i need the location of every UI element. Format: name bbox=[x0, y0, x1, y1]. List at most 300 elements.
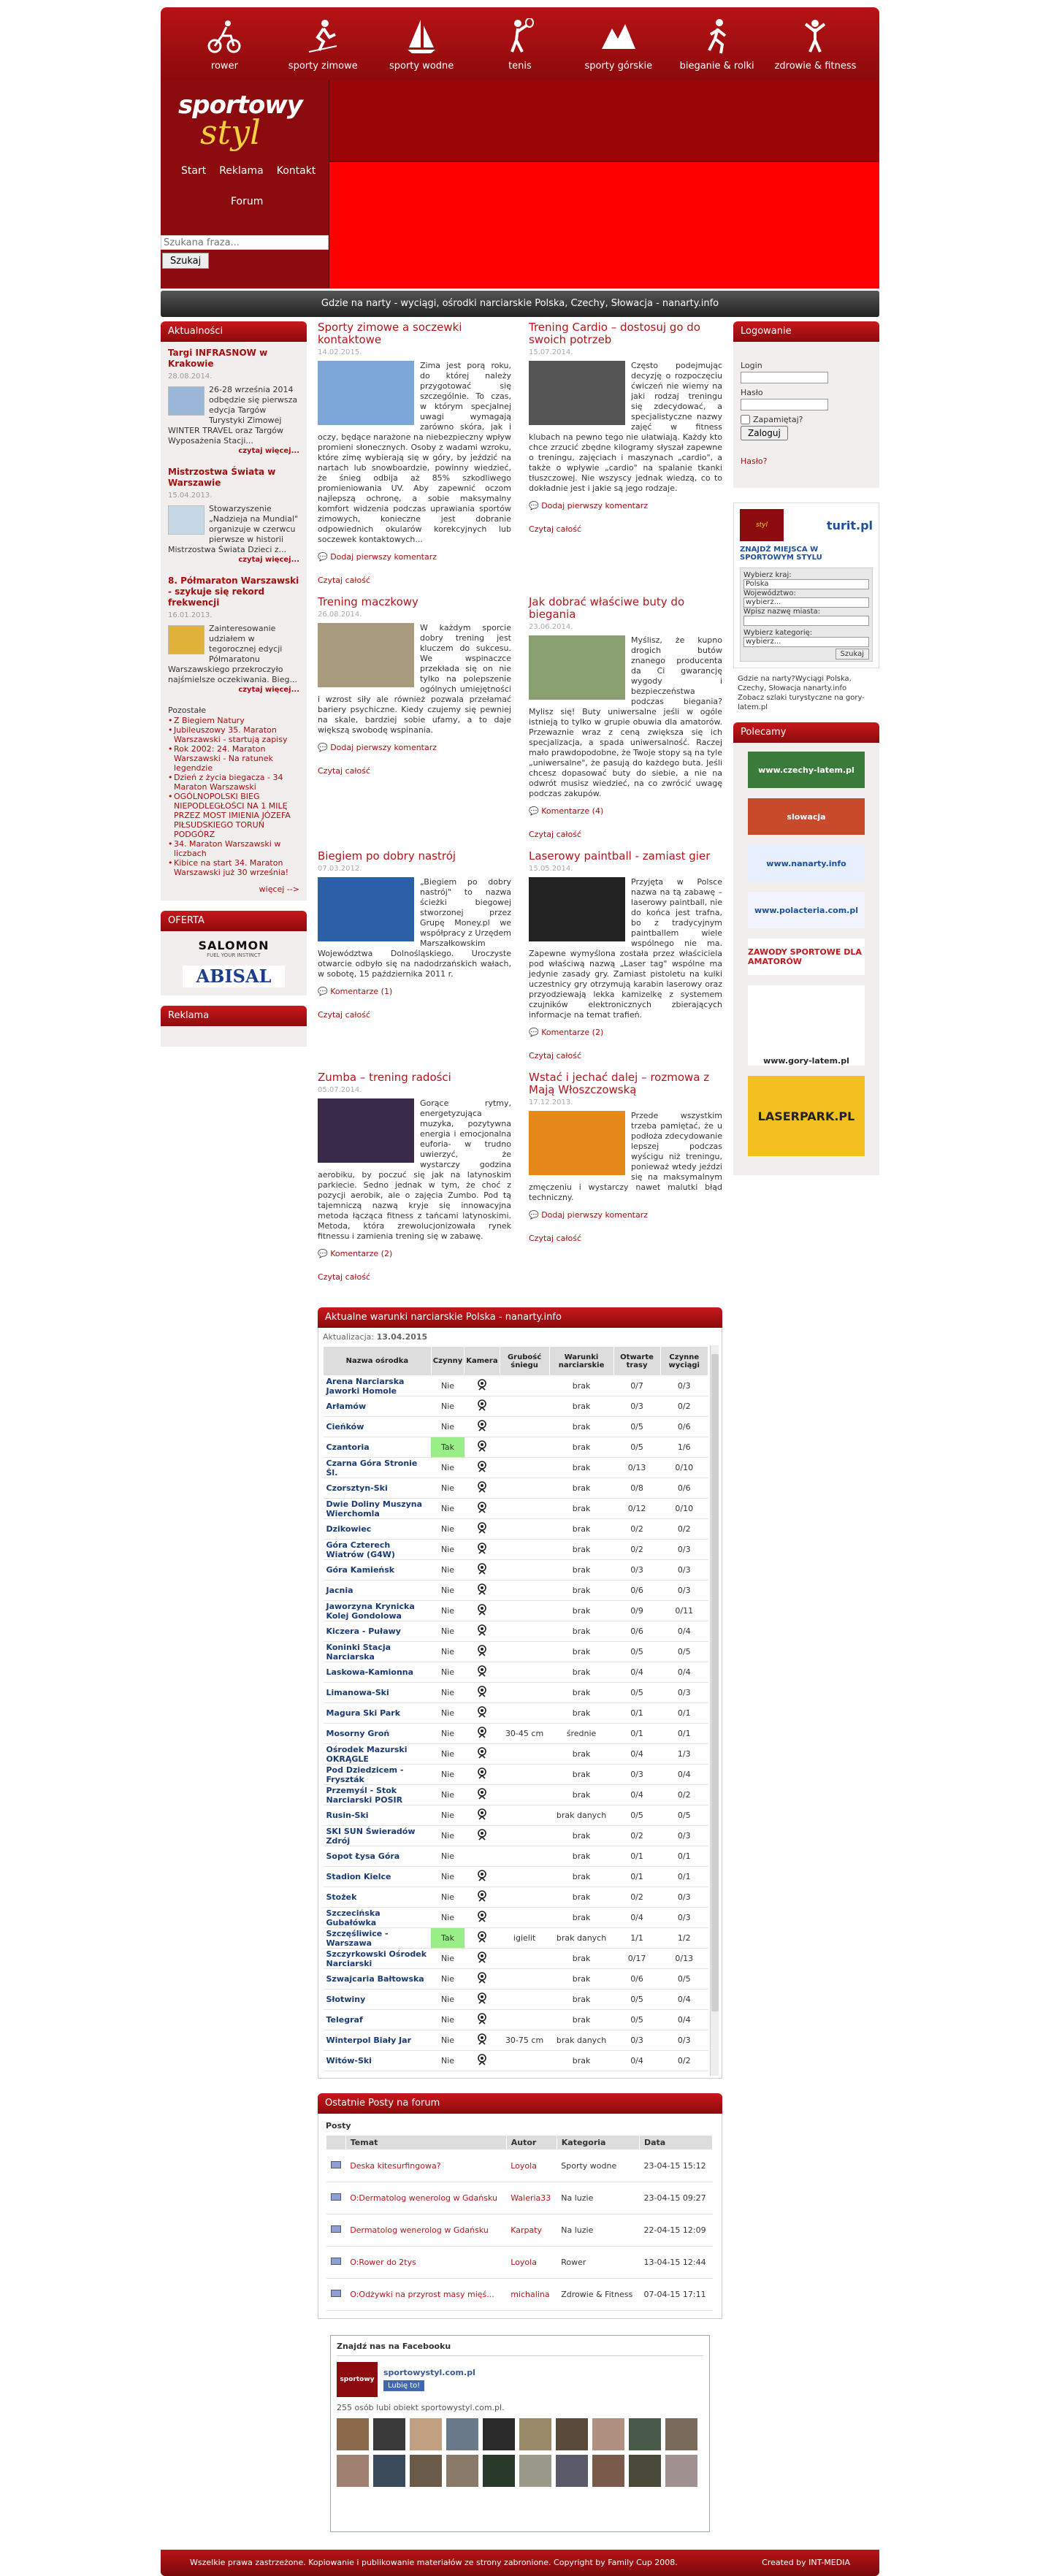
resort-name[interactable]: Witów-Ski bbox=[324, 2051, 432, 2071]
ski-cell bbox=[500, 1990, 549, 2010]
forum-post-topic[interactable]: Dermatolog wenerolog w Gdańsku bbox=[345, 2214, 506, 2247]
nav-item-3[interactable] bbox=[476, 17, 564, 72]
camera-cell[interactable] bbox=[464, 2030, 500, 2051]
resort-name[interactable]: Arena Narciarska Jaworki Homole bbox=[324, 1376, 432, 1396]
promo-search-button[interactable]: Szukaj bbox=[836, 649, 869, 660]
facebook-like-button[interactable]: Lubię to! bbox=[383, 2380, 424, 2391]
camera-cell[interactable] bbox=[464, 1642, 500, 1662]
resort-name[interactable]: Winterpol Biały Jar bbox=[324, 2030, 432, 2051]
article-image[interactable] bbox=[529, 1111, 625, 1175]
forum-posts-label: Posty bbox=[326, 2121, 351, 2130]
ski-table-scrollbar[interactable] bbox=[710, 1345, 719, 2076]
article bbox=[529, 321, 722, 586]
ski-cell: Nie bbox=[431, 1621, 464, 1642]
fan-avatar[interactable] bbox=[446, 2418, 478, 2450]
article-text: Często podejmując decyzję o rozpoczęciu ćwiczeń nie wiemy na jaki rodzaj treningu się zdecydować, a specjalistyczne nazwy zajęć w fitness klubach na pewno tego nie ułatwiają. Każdy kto chce zrzucić zbędne kilogramy słyszał zapewne o treningu, zajęciach i maszynach „cardio", a także o wpływie „cardio" na spalanie tkanki tłuszczowej. Nie wszyscy jednak wiedzą, co to dokładnie jest i jakie są jego rodzaje. bbox=[529, 361, 722, 493]
news-item-title[interactable]: 8. Półmaraton Warszawski - szykuje się rekord frekwencji bbox=[168, 576, 299, 608]
search-button[interactable]: Szukaj bbox=[162, 253, 209, 269]
article-comments-link[interactable]: 💬 Komentarze (2) bbox=[318, 1249, 511, 1259]
resort-name[interactable]: Ośrodek Mazurski OKRĄGLE bbox=[324, 1744, 432, 1765]
article-image[interactable] bbox=[318, 877, 414, 941]
facebook-page-name[interactable]: sportowystyl.com.pl bbox=[383, 2368, 475, 2377]
ski-cell: 0/10 bbox=[660, 1499, 708, 1519]
ski-cell: 0/4 bbox=[613, 2051, 660, 2071]
ski-cell: brak bbox=[549, 1642, 613, 1662]
ski-table-row bbox=[324, 1621, 708, 1642]
recommended-banner[interactable]: slowacja bbox=[748, 798, 865, 835]
ski-cell: 0/13 bbox=[660, 1949, 708, 1969]
menu-reklama[interactable]: Reklama bbox=[219, 165, 264, 177]
fan-avatar[interactable] bbox=[556, 2418, 588, 2450]
ski-cell: 0/6 bbox=[613, 1969, 660, 1990]
forum-post-topic[interactable]: O:Rower do 2tys bbox=[345, 2247, 506, 2279]
article-read-more[interactable]: Czytaj całość bbox=[529, 524, 581, 534]
nav-item-6[interactable] bbox=[771, 17, 859, 72]
article-read-more[interactable]: Czytaj całość bbox=[318, 576, 370, 585]
resort-name[interactable]: Cieńków bbox=[324, 1417, 432, 1437]
article-title[interactable]: Laserowy paintball - zamiast gier bbox=[529, 849, 711, 863]
article-image[interactable] bbox=[318, 623, 414, 687]
resort-name[interactable]: SKI SUN Świeradów Zdrój bbox=[324, 1826, 432, 1846]
turit-logo[interactable]: turit.pl bbox=[826, 518, 873, 532]
ski-cell: Nie bbox=[431, 1458, 464, 1478]
login-input[interactable] bbox=[741, 372, 828, 383]
camera-cell[interactable] bbox=[464, 1621, 500, 1642]
forum-post-author[interactable]: michalina bbox=[506, 2279, 557, 2311]
forum-post-row bbox=[326, 2150, 713, 2182]
resort-name[interactable]: Dwie Doliny Muszyna Wierchomla bbox=[324, 1499, 432, 1519]
ski-table-row bbox=[324, 1642, 708, 1662]
ski-cell: brak bbox=[549, 2010, 613, 2030]
news-more-link[interactable]: czytaj więcej... bbox=[238, 447, 299, 455]
search-input[interactable] bbox=[161, 235, 329, 250]
resort-name[interactable]: Czorsztyn-Ski bbox=[324, 1478, 432, 1499]
fan-avatar[interactable] bbox=[410, 2455, 442, 2487]
login-button[interactable]: Zaloguj bbox=[741, 426, 788, 440]
ski-cell: Nie bbox=[431, 1969, 464, 1990]
tennis-player-icon bbox=[502, 17, 538, 56]
fan-avatar[interactable] bbox=[337, 2455, 369, 2487]
camera-cell[interactable] bbox=[464, 1908, 500, 1928]
ski-cell bbox=[500, 1458, 549, 1478]
camera-cell[interactable] bbox=[464, 1519, 500, 1540]
resort-name[interactable]: Pod Dziedzicem - Fryszták bbox=[324, 1765, 432, 1785]
fan-avatar[interactable] bbox=[592, 2418, 624, 2450]
forum-post-topic[interactable]: Deska kitesurfingowa? bbox=[345, 2150, 506, 2182]
resort-name[interactable]: Słotwiny bbox=[324, 1990, 432, 2010]
camera-cell[interactable] bbox=[464, 1703, 500, 1724]
ski-cell: brak bbox=[549, 1969, 613, 1990]
ski-table-header: Warunki narciarskie bbox=[549, 1347, 613, 1376]
camera-cell[interactable] bbox=[464, 1396, 500, 1417]
fan-avatar[interactable] bbox=[629, 2455, 661, 2487]
article bbox=[318, 1071, 511, 1283]
ski-cell: Nie bbox=[431, 1867, 464, 1887]
fan-avatar[interactable] bbox=[556, 2455, 588, 2487]
forum-post-topic[interactable]: O:Odżywki na przyrost masy mięś... bbox=[345, 2279, 506, 2311]
camera-cell[interactable] bbox=[464, 1437, 500, 1458]
article-comments-link[interactable]: 💬 Komentarze (2) bbox=[529, 1028, 722, 1038]
recommended-banner[interactable]: www.nanarty.info bbox=[748, 845, 865, 882]
camera-cell[interactable] bbox=[464, 1417, 500, 1437]
news-item-date: 28.08.2014. bbox=[168, 372, 213, 381]
fan-avatar[interactable] bbox=[629, 2418, 661, 2450]
forum-post-icon-cell bbox=[326, 2214, 346, 2247]
ski-cell: brak danych bbox=[549, 1805, 613, 1826]
news-thumbnail[interactable] bbox=[168, 505, 204, 535]
other-news-link[interactable]: • OGÓLNOPOLSKI BIEG NIEPODLEGŁOŚCI NA 1 MILĘ PRZEZ MOST IMIENIA JÓZEFA PIŁSUDSKIEGO TORUŃ PODGÓRZ bbox=[168, 792, 299, 839]
forum-post-author[interactable]: Karpaty bbox=[506, 2214, 557, 2247]
fan-avatar[interactable] bbox=[592, 2455, 624, 2487]
resort-name[interactable]: Przemyśl - Stok Narciarski POSIR bbox=[324, 1785, 432, 1805]
news-thumbnail[interactable] bbox=[168, 386, 204, 416]
resort-name[interactable]: Dzikowiec bbox=[324, 1519, 432, 1540]
article-comments-link[interactable]: 💬 Komentarze (4) bbox=[529, 806, 722, 817]
recommended-banner[interactable]: www.gory-latem.pl bbox=[748, 985, 865, 1066]
resort-name[interactable]: Telegraf bbox=[324, 2010, 432, 2030]
camera-cell[interactable] bbox=[464, 1785, 500, 1805]
ski-cell bbox=[500, 1642, 549, 1662]
ski-cell: 1/6 bbox=[660, 1437, 708, 1458]
camera-cell[interactable] bbox=[464, 1969, 500, 1990]
promo-logo[interactable]: styl bbox=[740, 509, 784, 541]
ski-cell: Nie bbox=[431, 1949, 464, 1969]
ski-cell: brak bbox=[549, 1376, 613, 1396]
camera-cell[interactable] bbox=[464, 1867, 500, 1887]
ski-table-header: Czynne wyciągi bbox=[660, 1347, 708, 1376]
camera-cell[interactable] bbox=[464, 1478, 500, 1499]
forum-post-category: Zdrowie & Fitness bbox=[557, 2279, 639, 2311]
camera-cell[interactable] bbox=[464, 1724, 500, 1744]
news-item-text: 26-28 września 2014 odbędzie się pierwsza edycja Targów Turystyki Zimowej WINTER TRAVEL oraz Targów Wyposażenia Stacji... bbox=[168, 385, 298, 446]
camera-icon bbox=[477, 1379, 487, 1391]
country-select[interactable]: Polska bbox=[743, 579, 869, 589]
ski-cell: Nie bbox=[431, 1826, 464, 1846]
article-read-more[interactable]: Czytaj całość bbox=[529, 1051, 581, 1060]
resort-name[interactable]: Arłamów bbox=[324, 1396, 432, 1417]
ski-cell bbox=[500, 1765, 549, 1785]
article-title[interactable]: Trening maczkowy bbox=[318, 595, 418, 608]
camera-cell[interactable] bbox=[464, 1662, 500, 1683]
ski-table-row bbox=[324, 1519, 708, 1540]
menu-kontakt[interactable]: Kontakt bbox=[276, 165, 316, 177]
ski-table-row bbox=[324, 1867, 708, 1887]
fan-avatar[interactable] bbox=[446, 2455, 478, 2487]
ski-cell: Nie bbox=[431, 1724, 464, 1744]
camera-cell[interactable] bbox=[464, 1581, 500, 1601]
footer-credits[interactable]: Created by INT-MEDIA bbox=[762, 2558, 850, 2567]
article-comments-link[interactable]: 💬 Dodaj pierwszy komentarz bbox=[529, 501, 722, 511]
ski-cell bbox=[500, 1949, 549, 1969]
info-bar[interactable]: Gdzie na narty - wyciągi, ośrodki narciarskie Polska, Czechy, Słowacja - nanarty.info bbox=[161, 291, 879, 317]
ski-cell: Nie bbox=[431, 1519, 464, 1540]
ski-cell: 0/1 bbox=[613, 1867, 660, 1887]
fan-avatar[interactable] bbox=[483, 2418, 515, 2450]
site-logo[interactable] bbox=[178, 91, 302, 161]
category-select[interactable]: wybierz... bbox=[743, 637, 869, 647]
article-image[interactable] bbox=[318, 1098, 414, 1163]
logo-text-top: sportowy bbox=[178, 91, 302, 120]
camera-cell[interactable] bbox=[464, 2051, 500, 2071]
camera-cell[interactable] bbox=[464, 1949, 500, 1969]
article-title[interactable]: Wstać i jechać dalej – rozmowa z Mają Włoszczowską bbox=[529, 1071, 710, 1096]
ski-cell: Nie bbox=[431, 1662, 464, 1683]
camera-cell[interactable] bbox=[464, 1683, 500, 1703]
resort-name[interactable]: Czantoria bbox=[324, 1437, 432, 1458]
article-read-more[interactable]: Czytaj całość bbox=[318, 1010, 370, 1020]
camera-icon bbox=[477, 1992, 487, 2004]
other-news-link[interactable]: • Z Biegiem Natury bbox=[168, 716, 299, 725]
camera-cell[interactable] bbox=[464, 1458, 500, 1478]
resort-name[interactable]: Limanowa-Ski bbox=[324, 1683, 432, 1703]
camera-cell[interactable] bbox=[464, 1499, 500, 1519]
city-input[interactable] bbox=[743, 616, 869, 626]
password-input[interactable] bbox=[741, 399, 828, 410]
article-title[interactable]: Trening Cardio – dostosuj go do swoich potrzeb bbox=[529, 321, 700, 346]
camera-cell[interactable] bbox=[464, 1928, 500, 1949]
ski-cell bbox=[500, 2010, 549, 2030]
camera-cell[interactable] bbox=[464, 1990, 500, 2010]
recommended-banner[interactable]: www.czechy-latem.pl bbox=[748, 752, 865, 788]
recommended-banner[interactable]: LASERPARK.PL bbox=[748, 1076, 865, 1156]
article-read-more[interactable]: Czytaj całość bbox=[318, 766, 370, 776]
news-item-title[interactable]: Mistrzostwa Świata w Warszawie bbox=[168, 467, 276, 488]
article-text: Gorące rytmy, energetyzująca muzyka, pozytywna energia i emocjonalna euforia- w trudno uwierzyć, że wystarczy godzina aerobiku, by poczuć się jak na latynoskim parkiecie. Sedno jednak w tym, że choć z pozycji aerobik, ale o zajęcia Zumbo. Pod tą tajemniczą nazwą kryje się innowacyjna metoda łącząca fitness z tańcami latynoskimi. Metoda, która zrewolucjonizowała rynek fitnessu i zamienia trening się w zabawę. bbox=[318, 1098, 511, 1241]
fan-avatar[interactable] bbox=[373, 2418, 405, 2450]
abisal-logo[interactable]: ABISAL bbox=[183, 966, 285, 987]
ski-table-row bbox=[324, 1969, 708, 1990]
ski-cell: 0/8 bbox=[613, 1478, 660, 1499]
ski-cell: brak bbox=[549, 1458, 613, 1478]
camera-icon bbox=[477, 1972, 487, 1984]
forum-post-author[interactable]: Waleria33 bbox=[506, 2182, 557, 2214]
nav-item-4[interactable] bbox=[575, 17, 662, 72]
article-comments-link[interactable]: 💬 Dodaj pierwszy komentarz bbox=[318, 743, 511, 753]
article bbox=[529, 1071, 722, 1283]
forum-post-icon-cell bbox=[326, 2247, 346, 2279]
ski-cell: brak danych bbox=[549, 2030, 613, 2051]
ski-table-header: Nazwa ośrodka bbox=[324, 1347, 432, 1376]
nav-item-2[interactable] bbox=[378, 17, 465, 72]
article-date: 23.06.2014. bbox=[529, 623, 573, 631]
article-title[interactable]: Jak dobrać właściwe buty do biegania bbox=[529, 595, 685, 621]
ski-table-header: Grubość śniegu bbox=[500, 1347, 549, 1376]
forum-post-author[interactable]: Loyola bbox=[506, 2150, 557, 2182]
nav-item-5[interactable] bbox=[673, 17, 761, 72]
resort-name[interactable]: Szczęśliwice - Warszawa bbox=[324, 1928, 432, 1949]
other-news-label: Pozostałe bbox=[168, 706, 207, 715]
camera-icon bbox=[477, 1502, 487, 1513]
envelope-icon bbox=[331, 2258, 341, 2265]
promo-heading: ZNAJDŹ MIEJSCA W SPORTOWYM STYLU bbox=[740, 546, 822, 562]
camera-cell[interactable] bbox=[464, 1744, 500, 1765]
ski-cell: 0/5 bbox=[660, 1805, 708, 1826]
ski-cell: brak bbox=[549, 1765, 613, 1785]
ski-cell: 1/3 bbox=[660, 1744, 708, 1765]
resort-name[interactable]: Góra Czterech Wiatrów (G4W) bbox=[324, 1540, 432, 1560]
fan-avatar[interactable] bbox=[410, 2418, 442, 2450]
ski-cell: 0/2 bbox=[660, 1785, 708, 1805]
ski-cell: Nie bbox=[431, 1805, 464, 1826]
other-news-link[interactable]: • Rok 2002: 24. Maraton Warszawski - Na ratunek legendzie bbox=[168, 744, 299, 773]
camera-cell[interactable] bbox=[464, 1540, 500, 1560]
ski-cell: brak bbox=[549, 1949, 613, 1969]
resort-name[interactable]: Sopot Łysa Góra bbox=[324, 1846, 432, 1867]
ski-cell: 0/3 bbox=[660, 1683, 708, 1703]
camera-icon bbox=[477, 1481, 487, 1493]
camera-cell[interactable] bbox=[464, 1826, 500, 1846]
password-label: Hasło bbox=[741, 388, 763, 397]
ski-cell: 0/2 bbox=[660, 1519, 708, 1540]
camera-icon bbox=[477, 1686, 487, 1697]
resort-name[interactable]: Szczyrkowski Ośrodek Narciarski bbox=[324, 1949, 432, 1969]
ski-cell: 0/2 bbox=[613, 1826, 660, 1846]
resort-name[interactable]: Góra Kamieńsk bbox=[324, 1560, 432, 1581]
resort-name[interactable]: Szczecińska Gubałówka bbox=[324, 1908, 432, 1928]
forum-posts-table bbox=[326, 2135, 713, 2311]
article-image[interactable] bbox=[318, 361, 414, 425]
article-image[interactable] bbox=[529, 635, 625, 700]
promo-note[interactable]: Gdzie na narty?Wyciągi Polska, Czechy, Słowacja nanarty.info Zobacz szlaki turystyczne na gory-latem.pl bbox=[738, 675, 865, 711]
camera-cell[interactable] bbox=[464, 1887, 500, 1908]
news-item bbox=[168, 467, 299, 565]
resort-name[interactable]: Czarna Góra Stronie Śl. bbox=[324, 1458, 432, 1478]
fan-avatar[interactable] bbox=[337, 2418, 369, 2450]
region-select[interactable]: wybierz... bbox=[743, 597, 869, 608]
resort-name[interactable]: Rusin-Ski bbox=[324, 1805, 432, 1826]
forum-table-header: Autor bbox=[506, 2136, 557, 2150]
article-date: 26.08.2014. bbox=[318, 611, 362, 619]
other-news-link[interactable]: • Kibice na start 34. Maraton Warszawski już 30 września! bbox=[168, 858, 299, 877]
article-image[interactable] bbox=[529, 877, 625, 941]
camera-icon bbox=[477, 1583, 487, 1595]
ski-cell: 0/2 bbox=[613, 1519, 660, 1540]
other-news-link[interactable]: • Dzień z życia biegacza - 34 Maraton Warszawski bbox=[168, 773, 299, 792]
resort-name[interactable]: Koninki Stacja Narciarska bbox=[324, 1642, 432, 1662]
news-more-link[interactable]: czytaj więcej... bbox=[238, 686, 299, 694]
ski-cell: Nie bbox=[431, 2051, 464, 2071]
ski-cell: 30-45 cm bbox=[500, 1724, 549, 1744]
ski-cell bbox=[500, 1437, 549, 1458]
ski-table-row bbox=[324, 1805, 708, 1826]
other-news-link[interactable]: • 34. Maraton Warszawski w liczbach bbox=[168, 839, 299, 858]
news-more-link[interactable]: czytaj więcej... bbox=[238, 556, 299, 564]
ski-cell: Nie bbox=[431, 1581, 464, 1601]
article-date: 15.07.2014. bbox=[529, 348, 573, 356]
camera-icon bbox=[477, 1808, 487, 1820]
resort-name[interactable]: Szwajcaria Bałtowska bbox=[324, 1969, 432, 1990]
remember-checkbox[interactable] bbox=[741, 415, 750, 424]
recommended-banner[interactable]: www.polacteria.com.pl bbox=[748, 892, 865, 928]
ski-cell: brak bbox=[549, 1908, 613, 1928]
camera-cell[interactable] bbox=[464, 1601, 500, 1621]
fan-avatar[interactable] bbox=[373, 2455, 405, 2487]
scrollbar-thumb[interactable] bbox=[711, 1354, 719, 2011]
article-comments-link[interactable]: 💬 Dodaj pierwszy komentarz bbox=[529, 1210, 722, 1220]
facebook-page-avatar[interactable]: sportowy bbox=[337, 2362, 378, 2397]
resort-name[interactable]: Magura Ski Park bbox=[324, 1703, 432, 1724]
ski-cell: Nie bbox=[431, 1560, 464, 1581]
fan-avatar[interactable] bbox=[665, 2455, 697, 2487]
camera-cell[interactable] bbox=[464, 1560, 500, 1581]
ski-cell: Nie bbox=[431, 1744, 464, 1765]
menu-start[interactable]: Start bbox=[181, 165, 207, 177]
ski-cell bbox=[500, 1846, 549, 1867]
article-image[interactable] bbox=[529, 361, 625, 425]
ski-cell: brak bbox=[549, 1499, 613, 1519]
ski-cell: Nie bbox=[431, 2010, 464, 2030]
ski-cell: 0/3 bbox=[660, 1908, 708, 1928]
forum-post-row bbox=[326, 2214, 713, 2247]
ski-cell bbox=[500, 1785, 549, 1805]
article-comments-link[interactable]: 💬 Dodaj pierwszy komentarz bbox=[318, 552, 511, 562]
forum-post-row bbox=[326, 2279, 713, 2311]
forum-post-topic[interactable]: O:Dermatolog wenerolog w Gdańsku bbox=[345, 2182, 506, 2214]
ski-cell: brak bbox=[549, 1826, 613, 1846]
ski-cell bbox=[500, 1867, 549, 1887]
article-title[interactable]: Sporty zimowe a soczewki kontaktowe bbox=[318, 321, 462, 346]
nav-item-1[interactable] bbox=[279, 17, 367, 72]
resort-name[interactable]: Mosorny Groń bbox=[324, 1724, 432, 1744]
ski-cell: brak bbox=[549, 1990, 613, 2010]
forum-box-title: Ostatnie Posty na forum bbox=[318, 2093, 722, 2114]
camera-cell[interactable] bbox=[464, 1376, 500, 1396]
news-thumbnail[interactable] bbox=[168, 625, 204, 654]
article-read-more[interactable]: Czytaj całość bbox=[318, 1272, 370, 1282]
camera-cell[interactable] bbox=[464, 1765, 500, 1785]
camera-cell[interactable] bbox=[464, 2010, 500, 2030]
ski-cell: 0/1 bbox=[613, 1724, 660, 1744]
news-item-title[interactable]: Targi INFRASNOW w Krakowie bbox=[168, 348, 268, 369]
resort-name[interactable]: Jaworzyna Krynicka Kolej Gondolowa bbox=[324, 1601, 432, 1621]
other-news-link[interactable]: • Jubileuszowy 35. Maraton Warszawski - startują zapisy bbox=[168, 725, 299, 744]
ski-cell: 0/3 bbox=[660, 1376, 708, 1396]
fan-avatar[interactable] bbox=[483, 2455, 515, 2487]
fan-avatar[interactable] bbox=[665, 2418, 697, 2450]
resort-name[interactable]: Laskowa-Kamionna bbox=[324, 1662, 432, 1683]
salomon-logo[interactable]: SALOMON bbox=[198, 939, 269, 952]
ski-table-row bbox=[324, 2010, 708, 2030]
menu-forum[interactable]: Forum bbox=[231, 196, 264, 207]
article-title[interactable]: Biegiem po dobry nastrój bbox=[318, 849, 456, 863]
region-label: Województwo: bbox=[743, 589, 796, 597]
forum-post-date: 23-04-15 09:27 bbox=[639, 2182, 712, 2214]
resort-name[interactable]: Jacnia bbox=[324, 1581, 432, 1601]
more-news-link[interactable]: więcej --> bbox=[259, 884, 299, 894]
nav-item-0[interactable] bbox=[180, 17, 268, 72]
resort-name[interactable]: Stadion Kielce bbox=[324, 1867, 432, 1887]
forgot-password-link[interactable]: Hasło? bbox=[741, 456, 768, 466]
article-read-more[interactable]: Czytaj całość bbox=[529, 830, 581, 839]
resort-name[interactable]: Kiczera - Puławy bbox=[324, 1621, 432, 1642]
camera-icon bbox=[477, 1767, 487, 1779]
forum-post-author[interactable]: Loyola bbox=[506, 2247, 557, 2279]
resort-name[interactable]: Stożek bbox=[324, 1887, 432, 1908]
ski-cell: Nie bbox=[431, 1703, 464, 1724]
camera-cell[interactable] bbox=[464, 1805, 500, 1826]
article-title[interactable]: Zumba – trening radości bbox=[318, 1071, 451, 1084]
article-read-more[interactable]: Czytaj całość bbox=[529, 1234, 581, 1243]
ski-cell: brak bbox=[549, 1744, 613, 1765]
ski-cell: 0/6 bbox=[613, 1621, 660, 1642]
article-comments-link[interactable]: 💬 Komentarze (1) bbox=[318, 987, 511, 997]
cyclist-icon bbox=[206, 17, 242, 56]
ski-cell: 0/3 bbox=[660, 1540, 708, 1560]
article-date: 15.05.2014. bbox=[529, 865, 573, 873]
recommended-banner[interactable]: ZAWODY SPORTOWE DLA AMATORÓW bbox=[748, 939, 865, 975]
fan-avatar[interactable] bbox=[519, 2418, 551, 2450]
fan-avatar[interactable] bbox=[519, 2455, 551, 2487]
